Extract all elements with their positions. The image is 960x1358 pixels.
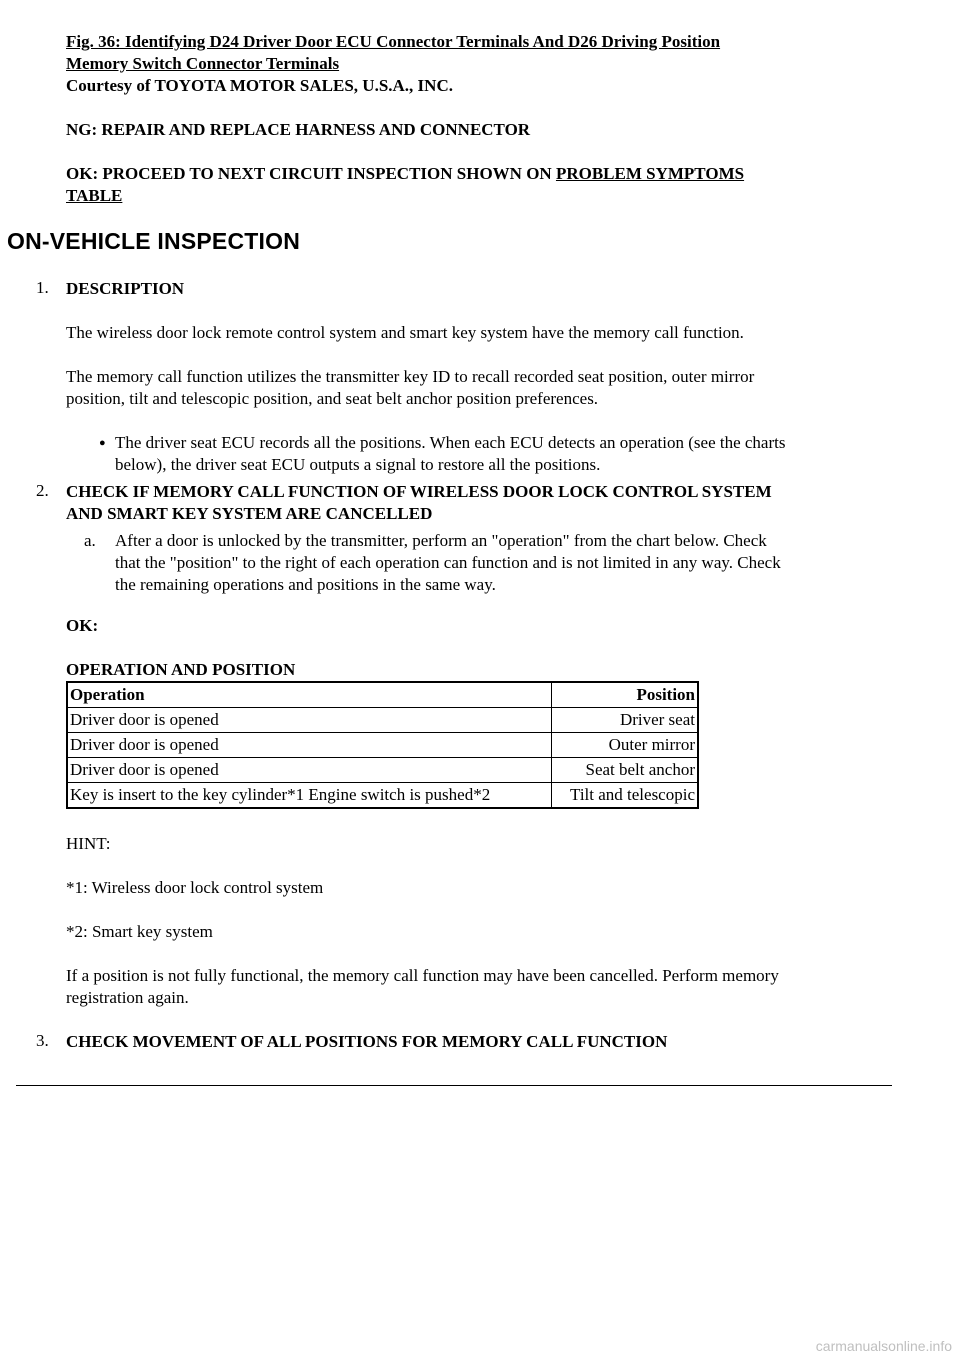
problem-symptoms-link[interactable]: PROBLEM SYMPTOMS: [555, 164, 745, 183]
note-2: *2: Smart key system: [66, 922, 213, 941]
cell-operation: Key is insert to the key cylinder*1 Engine switch is pushed*2: [67, 783, 552, 809]
step1-para2: [66, 366, 886, 410]
figure-caption-line1: Fig. 36: Identifying D24 Driver Door ECU Connector Terminals And D26 Driving Position: [66, 32, 721, 51]
problem-symptoms-link-cont[interactable]: TABLE: [66, 186, 123, 205]
header-operation: Operation: [67, 682, 552, 708]
cell-operation: Driver door is opened: [67, 733, 552, 758]
step3-number: 3.: [36, 1031, 49, 1050]
cell-position: Driver seat: [552, 708, 699, 733]
step3-title: CHECK MOVEMENT OF ALL POSITIONS FOR MEMORY CALL FUNCTION: [66, 1032, 668, 1051]
table-title: OPERATION AND POSITION: [66, 660, 296, 679]
final-instruction-line2: registration again.: [66, 988, 189, 1007]
figure-caption-link[interactable]: [66, 31, 886, 75]
final-instruction-line1: If a position is not fully functional, the memory call function may have been cancelled. Perform memory: [66, 966, 779, 985]
cell-operation: Driver door is opened: [67, 758, 552, 783]
step2-title: [66, 481, 886, 525]
step1-number: 1.: [36, 278, 49, 297]
step1-bullet-line2: below), the driver seat ECU outputs a signal to restore all the positions.: [115, 455, 601, 474]
step2-number: 2.: [36, 481, 49, 500]
step1-para2-line1: The memory call function utilizes the transmitter key ID to recall recorded seat position, outer mirror: [66, 367, 755, 386]
operation-position-table: [66, 681, 699, 809]
step2-sub-line2: that the "position" to the right of each operation can function and is not limited in any way. Check: [115, 553, 781, 572]
ok-result-prefix: OK: PROCEED TO NEXT CIRCUIT INSPECTION SHOWN ON: [66, 164, 556, 183]
step1-bullet: [115, 432, 885, 476]
step2-title-line1: CHECK IF MEMORY CALL FUNCTION OF WIRELESS DOOR LOCK CONTROL SYSTEM: [66, 482, 772, 501]
step2-title-line2: AND SMART KEY SYSTEM ARE CANCELLED: [66, 504, 433, 523]
cell-position: Seat belt anchor: [552, 758, 699, 783]
table-header-row: [67, 682, 698, 708]
courtesy-line: Courtesy of TOYOTA MOTOR SALES, U.S.A., INC.: [66, 76, 453, 95]
step1-para1: The wireless door lock remote control system and smart key system have the memory call function.: [66, 323, 744, 342]
table-row: [67, 783, 698, 809]
step2-sub-line3: the remaining operations and positions in the same way.: [115, 575, 496, 594]
step1-bullet-line1: The driver seat ECU records all the positions. When each ECU detects an operation (see the charts: [115, 433, 786, 452]
step1-para2-line2: position, tilt and telescopic position, and seat belt anchor position preferences.: [66, 389, 599, 408]
final-instruction: [66, 965, 886, 1009]
cell-position: Tilt and telescopic: [552, 783, 699, 809]
watermark: carmanualsonline.info: [815, 1338, 952, 1354]
table-row: [67, 758, 698, 783]
cell-position: Outer mirror: [552, 733, 699, 758]
table-row: [67, 733, 698, 758]
step2-sub-label: a.: [84, 531, 96, 550]
ok-label: OK:: [66, 616, 99, 635]
ok-result: [66, 163, 886, 207]
horizontal-divider: [16, 1085, 892, 1086]
table-row: [67, 708, 698, 733]
hint-label: HINT:: [66, 834, 111, 853]
note-1: *1: Wireless door lock control system: [66, 878, 324, 897]
bullet-dot-icon: ●: [99, 437, 106, 449]
figure-caption-line2: Memory Switch Connector Terminals: [66, 54, 340, 73]
section-heading: ON-VEHICLE INSPECTION: [7, 228, 301, 254]
header-position: Position: [552, 682, 699, 708]
ng-result: NG: REPAIR AND REPLACE HARNESS AND CONNECTOR: [66, 120, 531, 139]
step2-sub-line1: After a door is unlocked by the transmitter, perform an "operation" from the chart below. Check: [115, 531, 767, 550]
step1-title: DESCRIPTION: [66, 279, 185, 298]
step2-sub-text: [115, 530, 885, 596]
cell-operation: Driver door is opened: [67, 708, 552, 733]
